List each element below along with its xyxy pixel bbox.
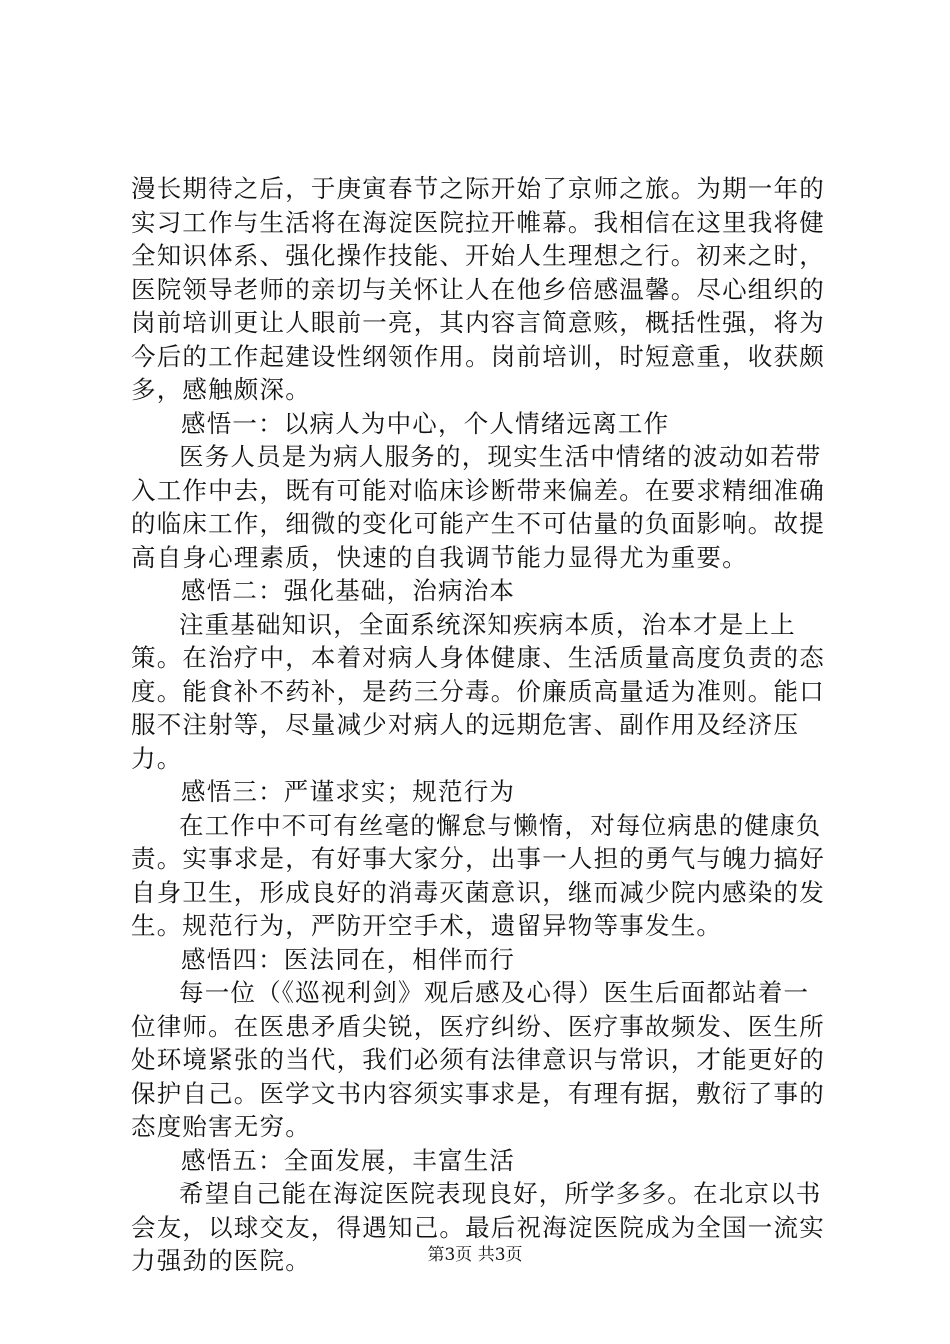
- intro-paragraph: 漫长期待之后，于庚寅春节之际开始了京师之旅。为期一年的实习工作与生活将在海淀医院拉开帷幕。我相信在这里我将健全知识体系、强化操作技能、开始人生理想之行。初来之时，医院领导老师的亲切与关怀让人在他乡倍感温馨。尽心组织的岗前培训更让人眼前一亮，其内容言简意赅，概括性强，将为今后的工作起建设性纲领作用。岗前培训，时短意重，收获颇多，感触颇深。: [131, 174, 825, 404]
- page-number-label: 第3页 共3页: [427, 1245, 523, 1265]
- section-heading-3: 感悟三：严谨求实；规范行为: [181, 777, 516, 806]
- section-paragraph-1: 医务人员是为病人服务的，现实生活中情绪的波动如若带入工作中去，既有可能对临床诊断带来偏差。在要求精细准确的临床工作，细微的变化可能产生不可估量的负面影响。故提高自身心理素质，快速的自我调节能力显得尤为重要。: [131, 442, 825, 572]
- section-paragraph-4: 每一位（《巡视利剑》观后感及心得）医生后面都站着一位律师。在医患矛盾尖锐，医疗纠纷、医疗事故频发、医生所处环境紧张的当代，我们必须有法律意识与常识，才能更好的保护自己。医学文书内容须实事求是，有理有据，敷衍了事的态度贻害无穷。: [131, 978, 825, 1141]
- section-heading-1: 感悟一：以病人为中心，个人情绪远离工作: [181, 408, 670, 438]
- section-paragraph-5: 希望自己能在海淀医院表现良好，所学多多。在北京以书会友，以球交友，得遇知己。最后祝海淀医院成为全国一流实力强劲的医院。: [131, 1179, 825, 1275]
- section-heading-4: 感悟四：医法同在，相伴而行: [181, 944, 516, 974]
- section-heading-5: 感悟五：全面发展，丰富生活: [181, 1145, 516, 1175]
- document-body: [131, 172, 831, 1278]
- section-heading-2: 感悟二：强化基础，治病治本: [181, 576, 516, 605]
- section-paragraph-3: 在工作中不可有丝毫的懈怠与懒惰，对每位病患的健康负责。实事求是，有好事大家分，出事一人担的勇气与魄力搞好自身卫生，形成良好的消毒灭菌意识，继而减少院内感染的发生。规范行为，严防开空手术，遗留异物等事发生。: [131, 810, 825, 940]
- section-paragraph-2: 注重基础知识，全面系统深知疾病本质，治本才是上上策。在治疗中，本着对病人身体健康、生活质量高度负责的态度。能食补不药补，是药三分毒。价廉质高量适为准则。能口服不注射等，尽量减少对病人的远期危害、副作用及经济压力。: [131, 609, 825, 773]
- page-footer: [0, 1244, 950, 1266]
